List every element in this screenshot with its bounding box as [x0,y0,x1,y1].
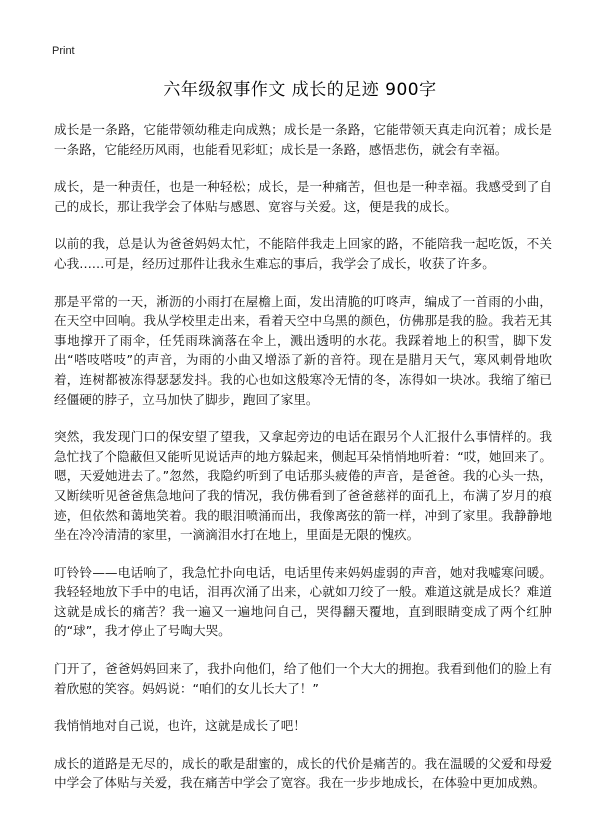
print-link[interactable]: Print [52,45,75,57]
paragraph-6: 叮铃铃——电话响了，我急忙扑向电话，电话里传来妈妈虚弱的声音，她对我嘘寒问暖。我轻轻地放下手中的电话，泪再次涌了出来，心就如刀绞了一般。难道这就是成长？难道这就是成长的痛苦？我一遍又一遍地问自己，哭得翻天覆地，直到眼睛变成了两个红肿的“球”，我才停止了号啕大哭。 [54,564,552,639]
paragraph-9: 成长的道路是无尽的，成长的歌是甜蜜的，成长的代价是痛苦的。我在温暖的父爱和母爱中学会了体贴与关爱，我在痛苦中学会了宽容。我在一步步地成长，在体验中更加成熟。 [54,755,552,791]
paragraph-8: 我悄悄地对自己说，也许，这就是成长了吧！ [54,718,306,734]
article-title: 六年级叙事作文 成长的足迹 900字 [163,80,437,100]
paragraph-1: 成长是一条路，它能带领幼稚走向成熟；成长是一条路，它能带领天真走向沉着；成长是一条路，它能经历风雨，也能看见彩虹；成长是一条路，感悟悲伤，就会有幸福。 [54,122,552,157]
paragraph-7: 门开了，爸爸妈妈回来了，我扑向他们，给了他们一个大大的拥抱。我看到他们的脸上有着欣慰的笑容。妈妈说：“咱们的女儿长大了！” [54,661,552,696]
paragraph-2: 成长，是一种责任，也是一种轻松；成长，是一种痛苦，但也是一种幸福。我感受到了自己的成长，那让我学会了体贴与感恩、宽容与关爱。这，便是我的成长。 [54,179,552,214]
paragraph-4: 那是平常的一天，淅沥的小雨打在屋檐上面，发出清脆的叮咚声，编成了一首雨的小曲，在天空中回响。我从学校里走出来，看着天空中乌黑的颜色，仿佛那是我的脸。我若无其事地撑开了雨伞，任凭雨珠滴落在伞上，溅出透明的水花。我踩着地上的积雪，脚下发出“嗒吱嗒吱”的声音，为雨的小曲又增添了新的音符。现在是腊月天气，寒风刺骨地吹着，连树都被冻得瑟瑟发抖。我的心也如这般寒冷无情的冬，冻得如一块冰。我缩了缩已经僵硬的脖子，立马加快了脚步，跑回了家里。 [54,293,552,407]
paragraph-3: 以前的我，总是认为爸爸妈妈太忙，不能陪伴我走上回家的路，不能陪我一起吃饭，不关心我……可是，经历过那件让我永生难忘的事后，我学会了成长，收获了许多。 [54,236,552,271]
paragraph-5: 突然，我发现门口的保安望了望我，又拿起旁边的电话在跟另个人汇报什么事情样的。我急忙找了个隐蔽但又能听见说话声的地方躲起来，侧起耳朵悄悄地听着：“哎，她回来了。嗯，天爱她进去了。”忽然，我隐约听到了电话那头疲倦的声音，是爸爸。我的心头一热，又断续听见爸爸焦急地问了我的情况，我仿佛看到了爸爸慈祥的面孔上，布满了岁月的痕迹，但依然和蔼地笑着。我的眼泪喷涌而出，我像离弦的箭一样，冲到了家里。我静静地坐在冷冷清清的家里，一滴滴泪水打在地上，里面是无限的愧疚。 [54,429,552,543]
article-body [54,120,552,811]
